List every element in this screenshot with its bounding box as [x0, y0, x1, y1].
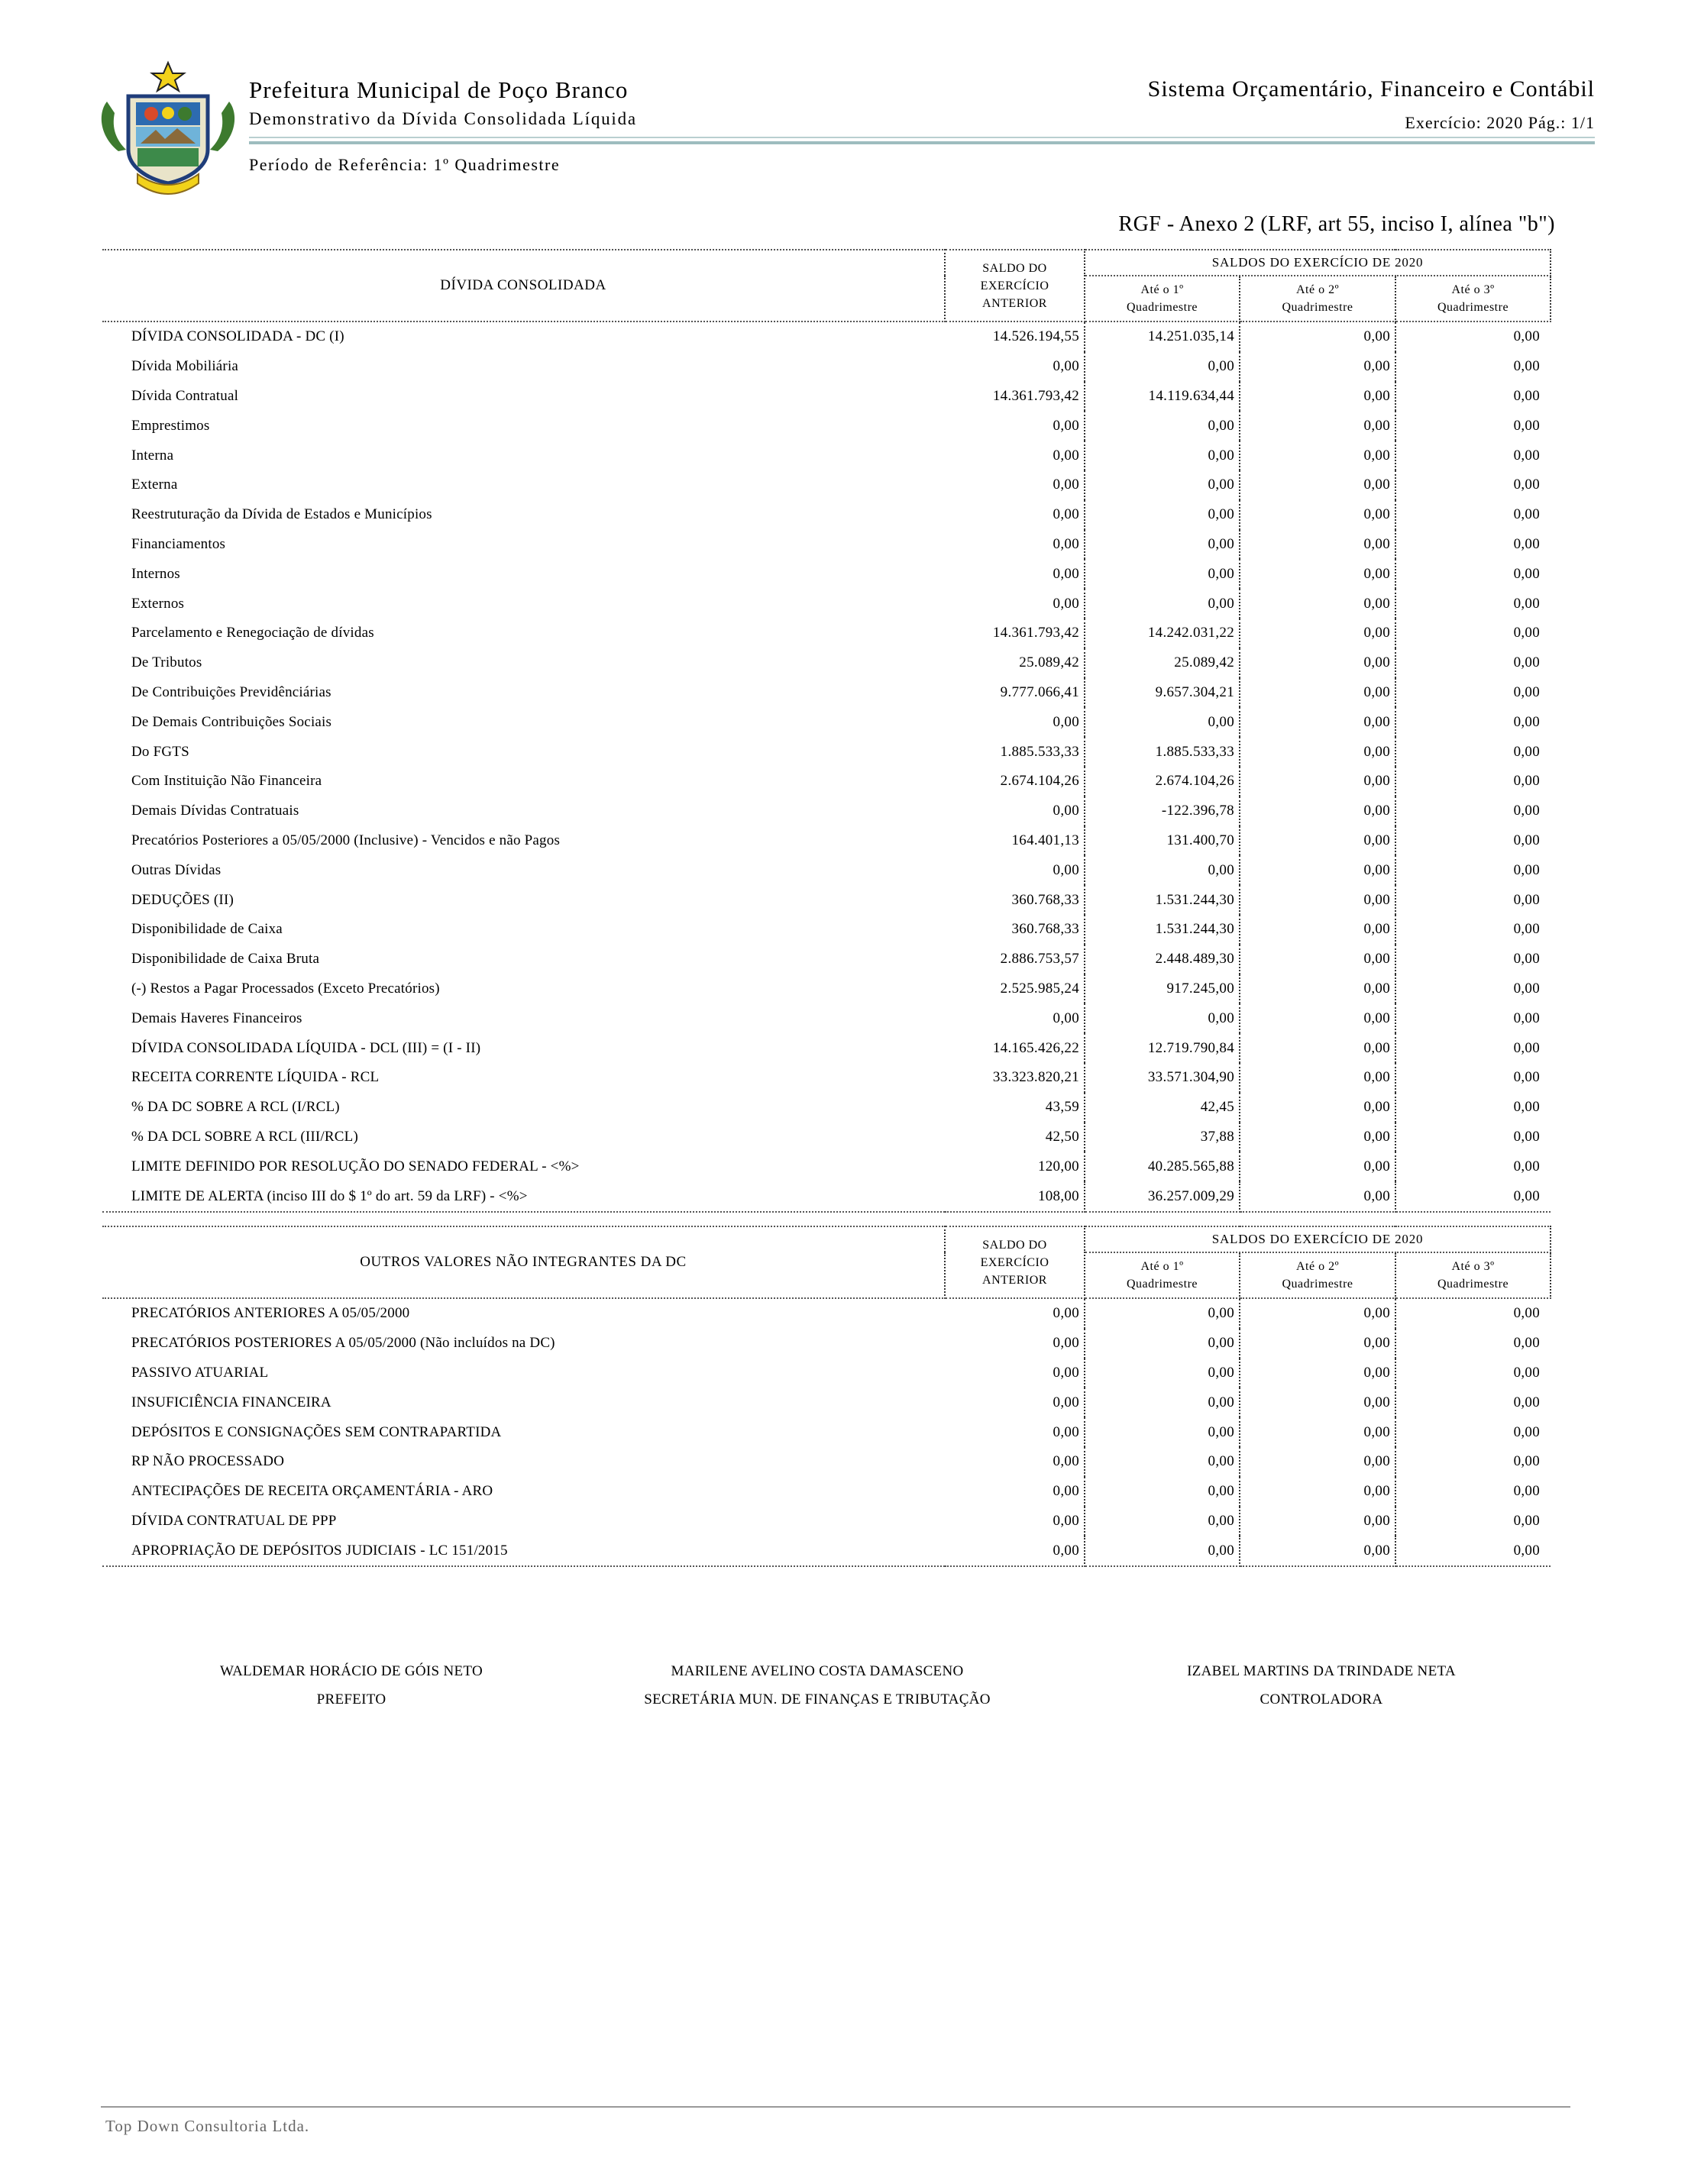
value-q1: 14.242.031,22 [1085, 619, 1240, 648]
value-q3: 0,00 [1513, 891, 1541, 908]
row-label: Dívida Mobiliária [131, 358, 239, 375]
value-q1: 0,00 [1085, 1329, 1240, 1359]
value-previous-balance: 120,00 [945, 1152, 1085, 1181]
value-previous-balance: 14.361.793,42 [945, 382, 1085, 412]
value-previous-balance: 2.525.985,24 [945, 974, 1085, 1004]
column-header-q1 [1085, 1252, 1240, 1298]
row-label: % DA DCL SOBRE A RCL (III/RCL) [131, 1128, 358, 1145]
row-label: De Tributos [131, 654, 202, 671]
column-header-q3 [1395, 276, 1551, 321]
value-previous-balance: 108,00 [945, 1181, 1085, 1212]
table-row [102, 796, 1551, 826]
column-header-q2 [1240, 276, 1395, 321]
value-previous-balance: 0,00 [945, 559, 1085, 589]
signatory-role: PREFEITO [316, 1691, 386, 1707]
row-label: DEDUÇÕES (II) [131, 891, 234, 908]
footer-divider [101, 2106, 1570, 2108]
signatory-role: SECRETÁRIA MUN. DE FINANÇAS E TRIBUTAÇÃO [644, 1691, 991, 1707]
table-row [102, 1003, 1551, 1033]
row-label: Com Instituição Não Financeira [131, 773, 322, 790]
value-q1: 131.400,70 [1085, 826, 1240, 856]
table-row [102, 1359, 1551, 1388]
reference-period: Período de Referência: 1º Quadrimestre [249, 155, 561, 174]
system-name: Sistema Orçamentário, Financeiro e Contábil [1147, 76, 1595, 102]
value-previous-balance: 2.886.753,57 [945, 945, 1085, 974]
table-row [102, 352, 1551, 382]
value-q1: 33.571.304,90 [1085, 1063, 1240, 1093]
value-q3: 0,00 [1513, 951, 1541, 968]
value-q3: 0,00 [1513, 1512, 1541, 1529]
table-row [102, 1033, 1551, 1063]
value-q1: 0,00 [1085, 470, 1240, 500]
table-body [102, 1298, 1551, 1566]
value-q2: 0,00 [1240, 796, 1395, 826]
value-q1: 0,00 [1085, 1477, 1240, 1507]
value-q2: 0,00 [1240, 1329, 1395, 1359]
value-q1: 1.885.533,33 [1085, 737, 1240, 767]
table-row [102, 530, 1551, 560]
header-line: EXERCÍCIO [980, 279, 1049, 292]
value-previous-balance: 0,00 [945, 1417, 1085, 1447]
column-header-previous-balance [945, 1226, 1085, 1298]
column-header-q2 [1240, 1252, 1395, 1298]
signatory-name: MARILENE AVELINO COSTA DAMASCENO [671, 1663, 964, 1679]
value-q2: 0,00 [1240, 1536, 1395, 1566]
value-q1: 0,00 [1085, 1447, 1240, 1477]
value-previous-balance: 0,00 [945, 1388, 1085, 1417]
value-q3: 0,00 [1513, 1423, 1541, 1440]
value-q2: 0,00 [1240, 707, 1395, 737]
table-row [102, 321, 1551, 352]
value-previous-balance: 14.526.194,55 [945, 321, 1085, 352]
row-label: Demais Haveres Financeiros [131, 1010, 302, 1026]
header-line: ANTERIOR [982, 1273, 1047, 1287]
value-q3: 0,00 [1395, 1181, 1551, 1212]
value-previous-balance: 0,00 [945, 1536, 1085, 1566]
header-line: Quadrimestre [1282, 1278, 1353, 1291]
table-row [102, 470, 1551, 500]
value-q3: 0,00 [1513, 803, 1541, 819]
row-label: Dívida Contratual [131, 387, 239, 404]
header-line: SALDO DO [982, 261, 1047, 275]
value-q3: 0,00 [1513, 1335, 1541, 1352]
value-q2: 0,00 [1240, 826, 1395, 856]
row-label: DEPÓSITOS E CONSIGNAÇÕES SEM CONTRAPARTIDA [131, 1423, 502, 1440]
value-previous-balance: 2.674.104,26 [945, 767, 1085, 796]
value-q2: 0,00 [1240, 470, 1395, 500]
value-q3: 0,00 [1513, 1039, 1541, 1056]
value-previous-balance: 9.777.066,41 [945, 678, 1085, 708]
table-row [102, 441, 1551, 470]
value-q3: 0,00 [1513, 921, 1541, 938]
row-label: ANTECIPAÇÕES DE RECEITA ORÇAMENTÁRIA - ARO [131, 1483, 493, 1500]
value-previous-balance: 33.323.820,21 [945, 1063, 1085, 1093]
value-q1: 0,00 [1085, 1417, 1240, 1447]
table-row [102, 1507, 1551, 1536]
value-q2: 0,00 [1240, 530, 1395, 560]
table-row [102, 826, 1551, 856]
row-label: De Demais Contribuições Sociais [131, 713, 332, 730]
row-label: Outras Dívidas [131, 861, 222, 878]
table-row [102, 1063, 1551, 1093]
value-q1: 0,00 [1085, 1507, 1240, 1536]
value-previous-balance: 25.089,42 [945, 648, 1085, 678]
value-q1: 2.674.104,26 [1085, 767, 1240, 796]
value-q3: 0,00 [1513, 447, 1541, 464]
table-row [102, 648, 1551, 678]
value-previous-balance: 0,00 [945, 796, 1085, 826]
row-label: RECEITA CORRENTE LÍQUIDA - RCL [131, 1069, 380, 1086]
value-q2: 0,00 [1240, 559, 1395, 589]
row-label: (-) Restos a Pagar Processados (Exceto Precatórios) [131, 980, 440, 997]
value-q3: 0,00 [1513, 654, 1541, 671]
value-q3: 0,00 [1395, 1536, 1551, 1566]
table-row [102, 974, 1551, 1004]
value-q2: 0,00 [1240, 1181, 1395, 1212]
row-label: Disponibilidade de Caixa [131, 921, 283, 938]
value-previous-balance: 360.768,33 [945, 885, 1085, 915]
value-previous-balance: 0,00 [945, 530, 1085, 560]
footer-company: Top Down Consultoria Ltda. [105, 2117, 310, 2135]
value-q3: 0,00 [1513, 1158, 1541, 1174]
table-row [102, 382, 1551, 412]
value-q2: 0,00 [1240, 411, 1395, 441]
value-q3: 0,00 [1513, 328, 1541, 345]
signature-block-finance-secretary [603, 1657, 1031, 1714]
value-q3: 0,00 [1513, 387, 1541, 404]
value-q3: 0,00 [1513, 1394, 1541, 1410]
value-q3: 0,00 [1513, 1453, 1541, 1470]
header-line: Até o 2º [1295, 283, 1340, 296]
row-label: Reestruturação da Dívida de Estados e Municípios [131, 506, 432, 523]
table-title: OUTROS VALORES NÃO INTEGRANTES DA DC [360, 1254, 687, 1270]
header-line: SALDO DO [982, 1238, 1047, 1252]
header-line: Quadrimestre [1282, 301, 1353, 314]
value-q3: 0,00 [1513, 773, 1541, 790]
value-q2: 0,00 [1240, 1417, 1395, 1447]
value-q2: 0,00 [1240, 382, 1395, 412]
municipal-coat-of-arms-logo [92, 60, 244, 201]
value-q1: 1.531.244,30 [1085, 915, 1240, 945]
header-line: Quadrimestre [1437, 1278, 1509, 1291]
value-q2: 0,00 [1240, 737, 1395, 767]
header-line: Até o 1º [1140, 1260, 1184, 1273]
table-row [102, 678, 1551, 708]
row-label: Externos [131, 595, 185, 612]
value-q3: 0,00 [1513, 1305, 1541, 1322]
table-row [102, 1298, 1551, 1329]
column-group-header: SALDOS DO EXERCÍCIO DE 2020 [1085, 250, 1551, 276]
row-label: PRECATÓRIOS POSTERIORES A 05/05/2000 (Não incluídos na DC) [131, 1335, 555, 1352]
table-row [102, 767, 1551, 796]
value-q1: 36.257.009,29 [1085, 1181, 1240, 1212]
value-previous-balance: 0,00 [945, 1507, 1085, 1536]
value-previous-balance: 0,00 [945, 1359, 1085, 1388]
value-q1: 0,00 [1085, 411, 1240, 441]
value-previous-balance: 0,00 [945, 1447, 1085, 1477]
signatory-role: CONTROLADORA [1260, 1691, 1383, 1707]
value-q1: 0,00 [1085, 500, 1240, 530]
value-previous-balance: 0,00 [945, 707, 1085, 737]
column-header-q1 [1085, 276, 1240, 321]
row-label: PASSIVO ATUARIAL [131, 1364, 269, 1381]
table-row [102, 589, 1551, 619]
value-previous-balance: 0,00 [945, 1477, 1085, 1507]
row-label: Interna [131, 447, 174, 464]
header-line: Quadrimestre [1126, 301, 1198, 314]
value-previous-balance: 0,00 [945, 1298, 1085, 1329]
value-previous-balance: 1.885.533,33 [945, 737, 1085, 767]
header-divider-thick [249, 141, 1595, 144]
table-row [102, 1388, 1551, 1417]
value-q1: 40.285.565,88 [1085, 1152, 1240, 1181]
value-q1: 37,88 [1085, 1123, 1240, 1152]
header-line: Quadrimestre [1126, 1278, 1198, 1291]
value-q2: 0,00 [1240, 1359, 1395, 1388]
table-row [102, 1477, 1551, 1507]
value-previous-balance: 0,00 [945, 441, 1085, 470]
value-q1: 14.119.634,44 [1085, 382, 1240, 412]
value-q3: 0,00 [1513, 477, 1541, 493]
value-q3: 0,00 [1513, 1483, 1541, 1500]
column-header-description [102, 250, 945, 321]
value-previous-balance: 42,50 [945, 1123, 1085, 1152]
value-q2: 0,00 [1240, 678, 1395, 708]
value-q1: 917.245,00 [1085, 974, 1240, 1004]
value-q1: 0,00 [1085, 559, 1240, 589]
value-q2: 0,00 [1240, 352, 1395, 382]
value-q3: 0,00 [1513, 358, 1541, 375]
value-q1: 0,00 [1085, 1536, 1240, 1566]
signature-block-mayor [176, 1657, 527, 1714]
table-row [102, 1093, 1551, 1123]
value-previous-balance: 0,00 [945, 1329, 1085, 1359]
table-row [102, 559, 1551, 589]
table-header [102, 1226, 1551, 1298]
value-q1: 0,00 [1085, 530, 1240, 560]
value-q3: 0,00 [1513, 832, 1541, 848]
table-row [102, 1123, 1551, 1152]
signatory-name: WALDEMAR HORÁCIO DE GÓIS NETO [219, 1663, 483, 1679]
value-q1: 0,00 [1085, 352, 1240, 382]
value-q3: 0,00 [1513, 1128, 1541, 1145]
value-q2: 0,00 [1240, 589, 1395, 619]
table-row [102, 1536, 1551, 1566]
value-q3: 0,00 [1513, 980, 1541, 997]
value-q2: 0,00 [1240, 321, 1395, 352]
header-line: Até o 2º [1295, 1260, 1340, 1273]
value-previous-balance: 0,00 [945, 500, 1085, 530]
row-label: Financiamentos [131, 535, 226, 552]
row-label: Parcelamento e Renegociação de dívidas [131, 625, 374, 641]
row-label: Disponibilidade de Caixa Bruta [131, 951, 320, 968]
table-title: DÍVIDA CONSOLIDADA [440, 277, 606, 293]
value-q3: 0,00 [1513, 713, 1541, 730]
row-label: Precatórios Posteriores a 05/05/2000 (Inclusive) - Vencidos e não Pagos [131, 832, 561, 848]
annex-reference: RGF - Anexo 2 (LRF, art 55, inciso I, alínea "b") [1118, 212, 1555, 236]
table-row [102, 855, 1551, 885]
table-row [102, 885, 1551, 915]
value-previous-balance: 0,00 [945, 470, 1085, 500]
row-label: INSUFICIÊNCIA FINANCEIRA [131, 1394, 331, 1410]
value-previous-balance: 0,00 [945, 1003, 1085, 1033]
value-previous-balance: 14.361.793,42 [945, 619, 1085, 648]
column-header-description [102, 1226, 945, 1298]
value-q1: 0,00 [1085, 707, 1240, 737]
value-q1: 14.251.035,14 [1085, 321, 1240, 352]
value-previous-balance: 0,00 [945, 855, 1085, 885]
header-line: EXERCÍCIO [980, 1255, 1049, 1269]
signatory-name: IZABEL MARTINS DA TRINDADE NETA [1187, 1663, 1456, 1679]
row-label: LIMITE DEFINIDO POR RESOLUÇÃO DO SENADO FEDERAL - <%> [131, 1158, 580, 1174]
row-label: LIMITE DE ALERTA (inciso III do $ 1º do art. 59 da LRF) - <%> [102, 1181, 945, 1212]
document-title: Demonstrativo da Dívida Consolidada Líquida [249, 109, 637, 128]
value-q1: -122.396,78 [1085, 796, 1240, 826]
exercise-page-info: Exercício: 2020 Pág.: 1/1 [1405, 113, 1595, 132]
value-q2: 0,00 [1240, 1123, 1395, 1152]
value-q3: 0,00 [1513, 743, 1541, 760]
value-q2: 0,00 [1240, 619, 1395, 648]
signature-block-controller [1123, 1657, 1520, 1714]
header-line: Até o 1º [1140, 283, 1184, 296]
value-q3: 0,00 [1513, 1364, 1541, 1381]
table-row [102, 945, 1551, 974]
value-q2: 0,00 [1240, 1063, 1395, 1093]
table-row [102, 411, 1551, 441]
value-q2: 0,00 [1240, 974, 1395, 1004]
table-row [102, 1152, 1551, 1181]
table-row [102, 619, 1551, 648]
other-values-table [102, 1226, 1551, 1567]
table-row [102, 1181, 1551, 1212]
row-label: Emprestimos [131, 417, 210, 434]
value-q1: 42,45 [1085, 1093, 1240, 1123]
row-label: PRECATÓRIOS ANTERIORES A 05/05/2000 [131, 1305, 410, 1322]
table-row [102, 737, 1551, 767]
value-q2: 0,00 [1240, 1507, 1395, 1536]
table-row [102, 1417, 1551, 1447]
row-label: DÍVIDA CONTRATUAL DE PPP [131, 1512, 337, 1529]
value-q2: 0,00 [1240, 945, 1395, 974]
value-q3: 0,00 [1513, 535, 1541, 552]
value-q2: 0,00 [1240, 915, 1395, 945]
value-previous-balance: 14.165.426,22 [945, 1033, 1085, 1063]
table-row [102, 707, 1551, 737]
table-row [102, 1329, 1551, 1359]
value-q1: 0,00 [1085, 1359, 1240, 1388]
row-label: Demais Dívidas Contratuais [131, 803, 299, 819]
value-q1: 0,00 [1085, 589, 1240, 619]
header-line: Até o 3º [1451, 1260, 1495, 1273]
value-q2: 0,00 [1240, 1447, 1395, 1477]
value-q3: 0,00 [1513, 417, 1541, 434]
value-q1: 0,00 [1085, 855, 1240, 885]
row-label: Do FGTS [131, 743, 189, 760]
row-label: RP NÃO PROCESSADO [131, 1453, 285, 1470]
row-label: % DA DC SOBRE A RCL (I/RCL) [131, 1099, 340, 1116]
value-q3: 0,00 [1513, 565, 1541, 582]
header-divider [249, 137, 1595, 138]
table-row [102, 1447, 1551, 1477]
consolidated-debt-table [102, 249, 1551, 1213]
header-line: Quadrimestre [1437, 301, 1509, 314]
value-q1: 12.719.790,84 [1085, 1033, 1240, 1063]
value-q1: 0,00 [1085, 441, 1240, 470]
value-q3: 0,00 [1513, 1069, 1541, 1086]
value-q2: 0,00 [1240, 1388, 1395, 1417]
value-q2: 0,00 [1240, 855, 1395, 885]
header-line: Até o 3º [1451, 283, 1495, 296]
value-q2: 0,00 [1240, 1477, 1395, 1507]
value-q3: 0,00 [1513, 1099, 1541, 1116]
header-line: ANTERIOR [982, 296, 1047, 310]
value-q1: 0,00 [1085, 1298, 1240, 1329]
value-q2: 0,00 [1240, 1152, 1395, 1181]
table-row [102, 500, 1551, 530]
value-q3: 0,00 [1513, 506, 1541, 523]
value-q2: 0,00 [1240, 1298, 1395, 1329]
column-header-q3 [1395, 1252, 1551, 1298]
value-q3: 0,00 [1513, 683, 1541, 700]
value-previous-balance: 43,59 [945, 1093, 1085, 1123]
column-group-header: SALDOS DO EXERCÍCIO DE 2020 [1085, 1226, 1551, 1252]
value-q1: 0,00 [1085, 1388, 1240, 1417]
row-label: DÍVIDA CONSOLIDADA LÍQUIDA - DCL (III) = (I - II) [131, 1039, 481, 1056]
value-q2: 0,00 [1240, 1093, 1395, 1123]
value-q3: 0,00 [1513, 861, 1541, 878]
value-q3: 0,00 [1513, 1010, 1541, 1026]
value-q2: 0,00 [1240, 1003, 1395, 1033]
table-row [102, 915, 1551, 945]
value-q1: 0,00 [1085, 1003, 1240, 1033]
municipality-name: Prefeitura Municipal de Poço Branco [249, 76, 629, 103]
row-label: Internos [131, 565, 180, 582]
value-q3: 0,00 [1513, 595, 1541, 612]
value-q2: 0,00 [1240, 1033, 1395, 1063]
row-label: De Contribuições Previdênciárias [131, 683, 331, 700]
value-q1: 25.089,42 [1085, 648, 1240, 678]
value-previous-balance: 360.768,33 [945, 915, 1085, 945]
row-label: Externa [131, 477, 178, 493]
value-previous-balance: 0,00 [945, 589, 1085, 619]
table-header [102, 250, 1551, 321]
value-q2: 0,00 [1240, 885, 1395, 915]
value-previous-balance: 164.401,13 [945, 826, 1085, 856]
value-previous-balance: 0,00 [945, 411, 1085, 441]
value-q3: 0,00 [1513, 625, 1541, 641]
column-header-previous-balance [945, 250, 1085, 321]
row-label: APROPRIAÇÃO DE DEPÓSITOS JUDICIAIS - LC 151/2015 [102, 1536, 945, 1566]
value-q1: 2.448.489,30 [1085, 945, 1240, 974]
value-q2: 0,00 [1240, 648, 1395, 678]
table-body [102, 321, 1551, 1212]
value-q1: 1.531.244,30 [1085, 885, 1240, 915]
value-previous-balance: 0,00 [945, 352, 1085, 382]
value-q2: 0,00 [1240, 441, 1395, 470]
row-label: DÍVIDA CONSOLIDADA - DC (I) [131, 328, 344, 345]
value-q1: 9.657.304,21 [1085, 678, 1240, 708]
value-q2: 0,00 [1240, 500, 1395, 530]
value-q2: 0,00 [1240, 767, 1395, 796]
